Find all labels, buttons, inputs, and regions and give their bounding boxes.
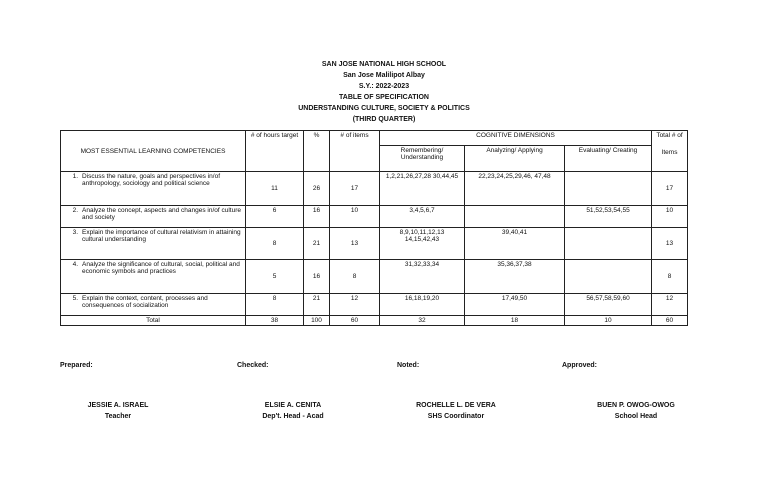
evaluating-cell (565, 228, 652, 260)
total-evaluating: 10 (565, 316, 652, 326)
analyzing-cell: 39,40,41 (465, 228, 565, 260)
percent-cell: 21 (304, 294, 330, 316)
competency-cell (61, 206, 246, 228)
items-cell: 12 (330, 294, 380, 316)
analyzing-cell: 22,23,24,25,29,46, 47,48 (465, 172, 565, 206)
competency-cell (61, 294, 246, 316)
total-label: Total (61, 316, 246, 326)
header-cognitive-dimensions: COGNITIVE DIMENSIONS (380, 131, 652, 146)
prepared-label: Prepared: (60, 362, 93, 369)
noted-label: Noted: (397, 362, 420, 369)
items-cell: 17 (330, 172, 380, 206)
evaluating-cell (565, 260, 652, 294)
prepared-name: JESSIE A. ISRAEL (87, 402, 149, 409)
header-melc: MOST ESSENTIAL LEARNING COMPETENCIES (61, 131, 246, 172)
table-row (61, 228, 688, 260)
signatory-checked (233, 400, 353, 422)
remembering-cell: 8,9,10,11,12,13 14,15,42,43 (380, 228, 465, 260)
quarter-label: (THIRD QUARTER) (352, 116, 416, 123)
header-percent: % (304, 131, 330, 172)
total-cell: 13 (652, 228, 688, 260)
remembering-cell: 1,2,21,26,27,28 30,44,45 (380, 172, 465, 206)
hours-cell: 11 (246, 172, 304, 206)
signatory-prepared (58, 400, 178, 422)
items-cell: 8 (330, 260, 380, 294)
competency-number: 1. (72, 173, 78, 180)
school-name: SAN JOSE NATIONAL HIGH SCHOOL (321, 61, 447, 68)
total-remembering: 32 (380, 316, 465, 326)
percent-cell: 21 (304, 228, 330, 260)
header-evaluating: Evaluating/ Creating (565, 146, 652, 172)
competency-cell (61, 260, 246, 294)
evaluating-cell (565, 172, 652, 206)
percent-cell: 16 (304, 206, 330, 228)
school-address: San Jose Malilipot Albay (343, 72, 425, 79)
header-total-items (652, 131, 688, 172)
analyzing-cell: 35,36,37,38 (465, 260, 565, 294)
competency-text: Discuss the nature, goals and perspectives in/of anthropology, sociology and political science (82, 173, 221, 187)
header-analyzing: Analyzing/ Applying (465, 146, 565, 172)
noted-title: SHS Coordinator (427, 413, 485, 420)
header-hours: # of hours target (246, 131, 304, 172)
hours-cell: 8 (246, 228, 304, 260)
competency-number: 3. (72, 229, 78, 236)
competency-text: Explain the context, content, processes and consequences of socialization (82, 295, 208, 309)
evaluating-cell: 51,52,53,54,55 (565, 206, 652, 228)
analyzing-cell (465, 206, 565, 228)
signatory-noted (396, 400, 516, 422)
hours-cell: 6 (246, 206, 304, 228)
total-percent: 100 (304, 316, 330, 326)
competency-cell (61, 172, 246, 206)
school-year: S.Y.: 2022-2023 (358, 83, 410, 90)
checked-title: Dep't. Head - Acad (262, 413, 324, 420)
competency-number: 5. (72, 295, 78, 302)
checked-label: Checked: (237, 362, 269, 369)
approved-name: BUEN P. OWOG-OWOG (597, 402, 675, 409)
document-header (0, 59, 768, 125)
hours-cell: 8 (246, 294, 304, 316)
remembering-cell: 3,4,5,6,7 (380, 206, 465, 228)
header-total-bottom: Items (661, 149, 678, 156)
competency-number: 2. (72, 207, 78, 214)
table-row (61, 206, 688, 228)
remembering-cell: 31,32,33,34 (380, 260, 465, 294)
total-cell: 17 (652, 172, 688, 206)
total-cell: 12 (652, 294, 688, 316)
total-cell: 8 (652, 260, 688, 294)
total-analyzing: 18 (465, 316, 565, 326)
items-cell: 13 (330, 228, 380, 260)
approved-label: Approved: (562, 362, 597, 369)
competency-text: Analyze the significance of cultural, social, political and economic symbols and practices (82, 261, 240, 275)
header-total-top: Total # of (656, 132, 683, 139)
document-title: TABLE OF SPECIFICATION (339, 94, 429, 101)
competency-cell (61, 228, 246, 260)
table-row (61, 260, 688, 294)
total-hours: 38 (246, 316, 304, 326)
specification-table (60, 130, 688, 326)
noted-name: ROCHELLE L. DE VERA (416, 402, 496, 409)
subject-title: UNDERSTANDING CULTURE, SOCIETY & POLITICS (298, 105, 470, 112)
total-row (61, 316, 688, 326)
table-row (61, 294, 688, 316)
signatory-approved (576, 400, 696, 422)
percent-cell: 16 (304, 260, 330, 294)
header-items: # of items (330, 131, 380, 172)
approved-title: School Head (614, 413, 658, 420)
total-grand: 60 (652, 316, 688, 326)
items-cell: 10 (330, 206, 380, 228)
total-items: 60 (330, 316, 380, 326)
table-row (61, 172, 688, 206)
analyzing-cell: 17,49,50 (465, 294, 565, 316)
header-remembering: Remembering/ Understanding (380, 146, 465, 172)
checked-name: ELSIE A. CENITA (264, 402, 322, 409)
prepared-title: Teacher (104, 413, 132, 420)
remembering-cell: 16,18,19,20 (380, 294, 465, 316)
hours-cell: 5 (246, 260, 304, 294)
competency-number: 4. (72, 261, 78, 268)
percent-cell: 26 (304, 172, 330, 206)
evaluating-cell: 56,57,58,59,60 (565, 294, 652, 316)
competency-text: Explain the importance of cultural relativism in attaining cultural understanding (82, 229, 241, 243)
total-cell: 10 (652, 206, 688, 228)
competency-text: Analyze the concept, aspects and changes in/of culture and society (82, 207, 241, 221)
